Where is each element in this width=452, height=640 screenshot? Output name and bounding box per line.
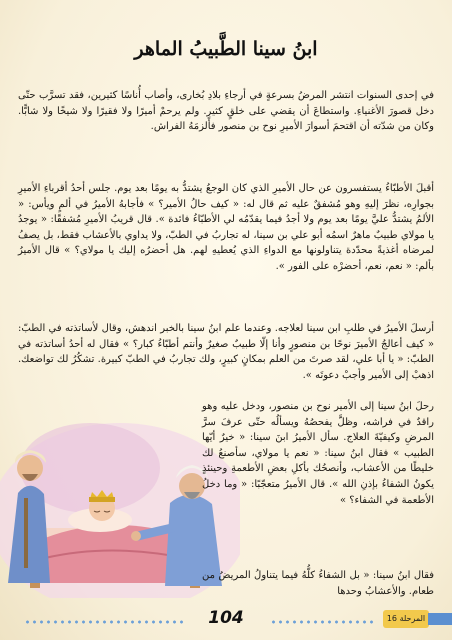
paragraph-3-text: أرسلَ الأميرُ في طلبِ ابن سينا لعلاجه. وعندما علم ابنُ سينا بالخبر اندهش، وقال لأساتذته في الطبّ: « كيف أعالجُ الأميرَ نوحًا بن منصورٍ وأنا إلّا طبيبٌ صغيرٌ وأنتم أطبّاءُ كبار؟ » فقال له أحدُ أساتذته في الطبّ: « يا أبا علي، لقد صرتَ من العلم بمكانٍ كبيرٍ، ولك تجاربُ في الطبّ كبيرة. تشكُرُ لك تواضعك. اذهبْ إلى الأمير وأجبْ دعوتَه ». [18, 323, 434, 381]
paragraph-1 [18, 88, 434, 135]
paragraph-1-text: في إحدى السنوات انتشر المرضُ بسرعةٍ في أرجاءِ بلادِ بُخارى، وأصاب أُناسًا كثيرين، فقد تسرَّب حتّى دخل قصورَ الأغنياءِ. واستطاعَ أن يقضي على خلقٍ كثيرٍ. ولم يرحمْ أميرًا ولا فقيرًا ولا شيخًا ولا شابًّا. وكان من شدّته أن اقتحمَ أسوارَ الأميرِ نوح بن منصور فألزمَهُ الفراش. [18, 90, 434, 133]
paragraph-2 [18, 181, 434, 275]
paragraph-5 [202, 568, 434, 599]
paragraph-3 [18, 321, 434, 383]
level-badge: المرحلة 16 [383, 610, 429, 628]
story-title: ابنُ سينا الطَّبيبُ الماهر [134, 38, 318, 60]
paragraph-4-text: رحلَ ابنُ سينا إلى الأمير نوح بن منصور، ودخل عليه وهو راقدٌ في فراشه، وظلَّ يفحصُهُ ويسألُه حتّى عرفَ سرَّ المرضِ وكيفيّةَ العلاج. سأل الأميرُ ابنَ سينا: « خيرٌ أيّها الطبيب » فقال ابنُ سينا: « نعم يا مولاي، سأصنعُ لك خليطًا من الأعشاب، وأنصحُك بأكلِ بعضِ الأطعمةِ وحينئذٍ يكونُ الشفاءُ بإذنِ الله ». قال الأميرُ متعجّبًا: « وما دخلُ الأطعمة في الشفاء؟ » [202, 401, 434, 506]
footer-color-strip [428, 613, 452, 625]
footer-dots-right [270, 620, 375, 624]
paragraph-4 [202, 399, 434, 508]
paragraph-5-text: فقال ابنُ سينا: « بل الشفاءُ كلُّهُ فيما يتناولُ المريضُ من طعام. والأعشابُ وحدها [202, 570, 434, 597]
page-number: 104 [208, 608, 244, 628]
paragraph-2-text: أقبلَ الأطبّاءُ يستفسرون عن حال الأميرِ الذي كان الوجعُ يشتدُّ به يومًا بعد يوم. جلس أحدُ أقرباءِ الأميرِ بجوارِه، نظرَ إليهِ وهو مُشفقٌ عليه ثم قال له: « كيف حالُ الأمير؟ » فأجابهُ الأميرُ في ألمٍ ويأس: « الألمُ يشتدُّ عليَّ يومًا بعد يوم ولا أجدُ فيما يقدّمُه لي الأطبّاءُ فائدة ». قال قريبُ الأميرِ مُشفقًا: « يوجدُ يا مولاي طبيبٌ ماهرٌ اسمُه أبو علي بن سينا، له تجاربُ في الطبّ، ولا يداوي بالأعشاب فقط، بل يصفُ لمرضاه أغذيةً محدّدة يتناولونها مع الدواءِ الذي يُعطيهِ لهم. هل أحضرُه إليك يا مولاي؟ » قال الأميرُ بألم: « نعم، نعم، أحضرْه على الفور ». [18, 183, 434, 272]
